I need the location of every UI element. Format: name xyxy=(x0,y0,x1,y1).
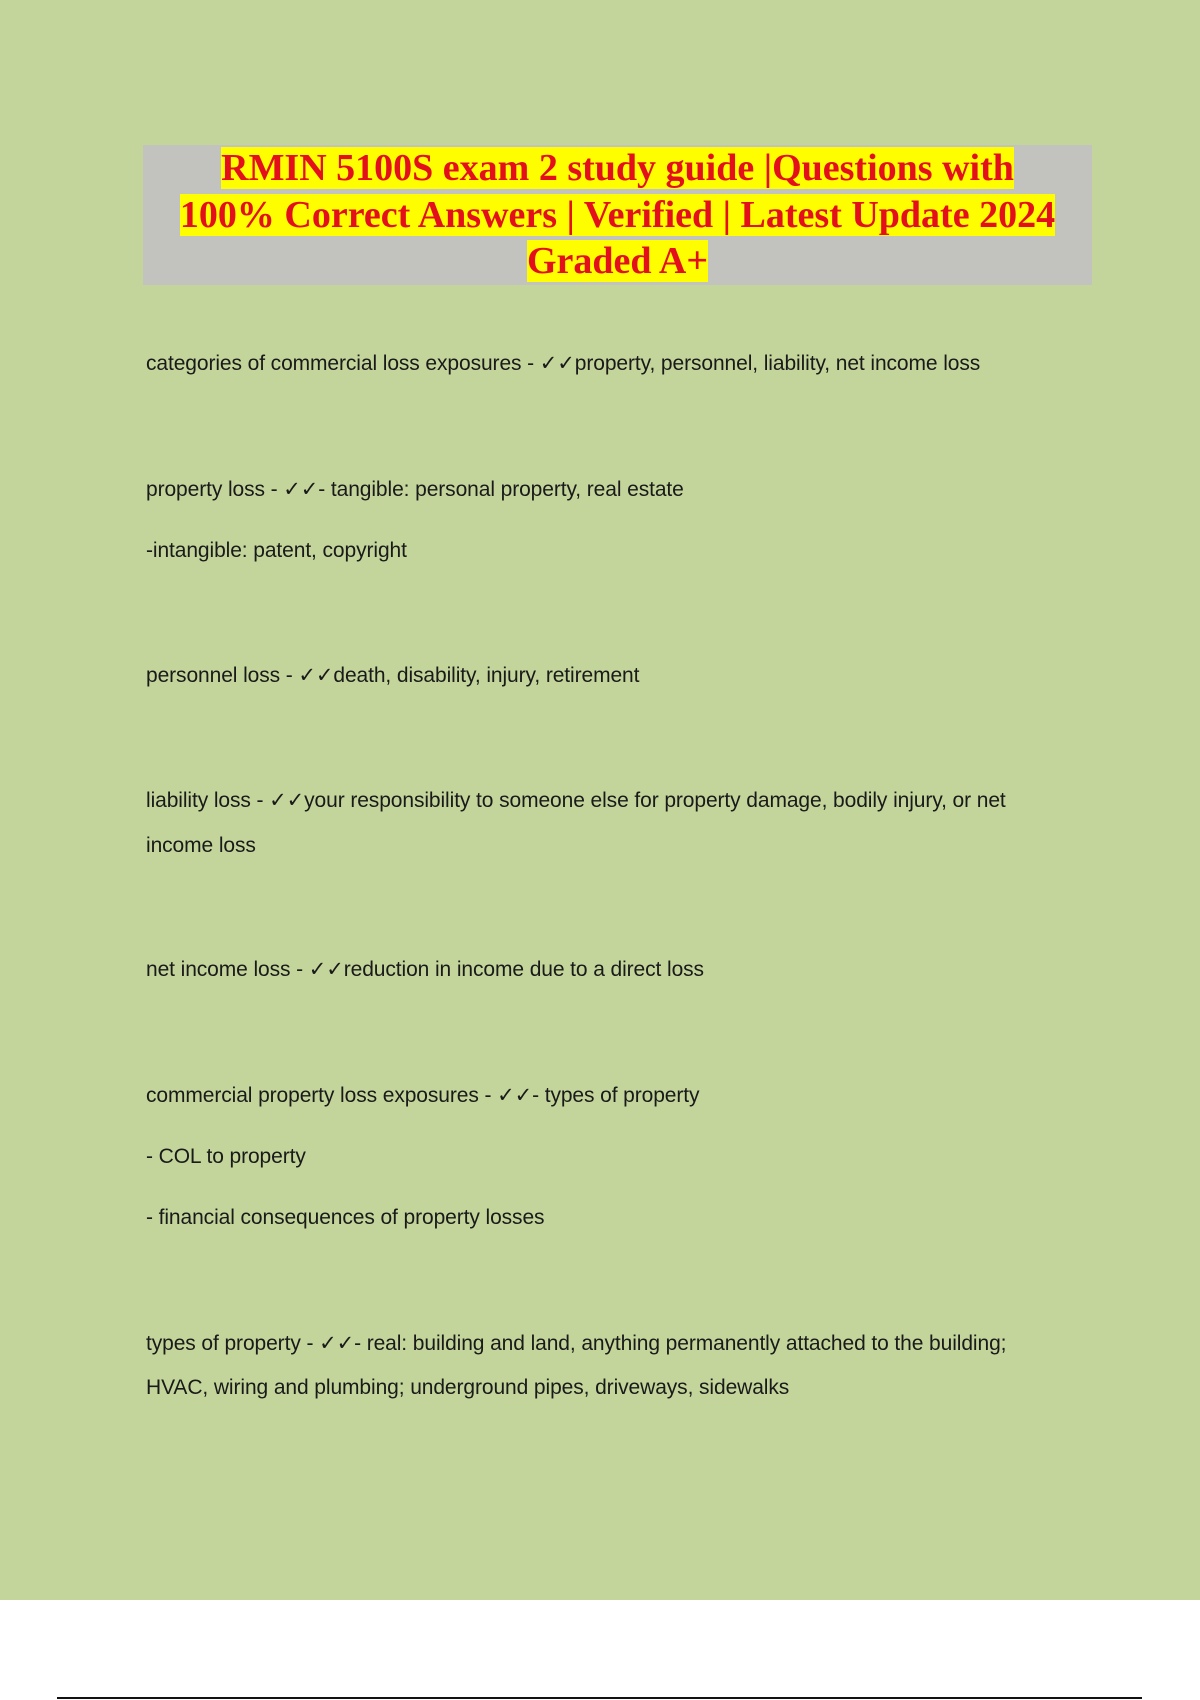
title-line-1: RMIN 5100S exam 2 study guide |Questions with xyxy=(221,147,1014,189)
title-line-2: 100% Correct Answers | Verified | Latest Update 2024 xyxy=(179,193,1056,236)
document-title xyxy=(143,145,1092,285)
entry-property-loss-intangible: -intangible: patent, copyright xyxy=(146,539,407,562)
entry-types-of-property: types of property - ✓✓- real: building and land, anything permanently attached to the building; xyxy=(146,1332,1007,1355)
footer-divider xyxy=(57,1697,1142,1699)
entry-liability-loss-continued: income loss xyxy=(146,834,256,857)
entry-net-income-loss: net income loss - ✓✓reduction in income due to a direct loss xyxy=(146,958,704,981)
entry-commercial-property-exposures: commercial property loss exposures - ✓✓- types of property xyxy=(146,1084,700,1107)
entry-col-to-property: - COL to property xyxy=(146,1145,306,1168)
entry-liability-loss: liability loss - ✓✓your responsibility to someone else for property damage, bodily injury, or net xyxy=(146,789,1006,812)
title-line-3: Graded A+ xyxy=(526,240,709,282)
entry-commercial-loss-categories: categories of commercial loss exposures - ✓✓property, personnel, liability, net income loss xyxy=(146,352,981,375)
entry-property-loss: property loss - ✓✓- tangible: personal property, real estate xyxy=(146,478,684,501)
entry-personnel-loss: personnel loss - ✓✓death, disability, injury, retirement xyxy=(146,664,640,687)
entry-types-of-property-continued: HVAC, wiring and plumbing; underground pipes, driveways, sidewalks xyxy=(146,1376,790,1399)
entry-financial-consequences: - financial consequences of property losses xyxy=(146,1206,545,1229)
